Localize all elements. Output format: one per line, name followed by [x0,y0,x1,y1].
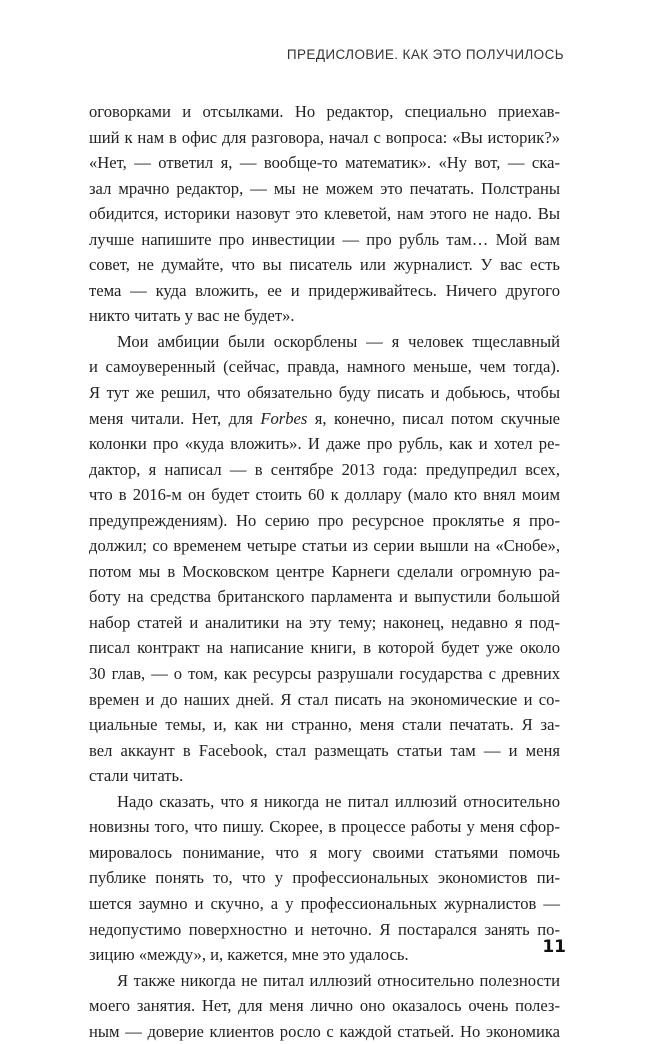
text-line: тема — куда вложить, ее и придерживайтесь. Ничего другого [89,280,560,300]
text-line: 30 глав, — о том, как ресурсы разрушали государства с древних [89,664,560,684]
text-line: Я тут же решил, что обязательно буду писать и добьюсь, чтобы [89,383,560,403]
text-line: Мои амбиции были оскорблены — я человек тщеславный [117,331,560,351]
text-line: мировалось понимание, что я могу своими статьями помочь [89,842,560,862]
text-line: что в 2016-м он будет стоить 60 к доллару (мало кто внял моим [89,485,560,505]
text-line: публике понять то, что у профессиональных экономистов пи- [89,868,560,888]
text-line: потом мы в Московском центре Карнеги сделали огромную ра- [89,561,560,581]
text-line: писал контракт на написание книги, в которой будет уже около [89,638,560,658]
text-line: никто читать у вас не будет». [89,306,295,326]
page-number: 11 [542,937,566,957]
text-line: стали читать. [89,766,184,786]
text-line: меня читали. Нет, для Forbes я, конечно, писал потом скучные [89,408,560,428]
text-line: зицию «между», и, кажется, мне это удалось. [89,945,409,965]
text-line: оговорками и отсылками. Но редактор, специально приехав- [89,102,560,121]
text-line: циальные темы, и, как ни странно, меня стали печатать. Я за- [89,715,560,735]
text-line: зал мрачно редактор, — мы не можем это печатать. Полстраны [89,178,560,198]
publication-title: Forbes [260,408,308,428]
text-line: боту на средства британского парламента и выпустили большой [89,587,560,607]
text-line: вел аккаунт в Facebook, стал размещать статьи там — и меня [89,740,560,760]
text-line: и самоуверенный (сейчас, правда, намного меньше, чем тогда). [89,357,560,377]
text-line: недопустимо поверхностно и неточно. Я постарался занять по- [89,919,560,939]
body-text [89,99,560,1044]
text-line: моего занятия. Нет, для меня лично оно оказалось очень полез- [89,996,560,1016]
text-line: Надо сказать, что я никогда не питал иллюзий относительно [117,791,560,811]
text-line: дактор, я написал — в сентябре 2013 года: предупредил всех, [89,459,560,479]
running-head: ПРЕДИСЛОВИЕ. КАК ЭТО ПОЛУЧИЛОСЬ [286,47,564,62]
text-line: шется заумно и скучно, а у профессиональных журналистов — [89,893,560,913]
text-line: лучше напишите про инвестиции — про рубль там… Мой вам [89,229,560,249]
text-line: предупреждениям). Но серию про ресурсное проклятье я про- [89,510,560,530]
text-line: обидится, историки назовут это клеветой, нам этого не надо. Вы [89,204,560,224]
text-line: «Нет, — ответил я, — вообще-то математик». «Ну вот, — ска- [89,153,560,173]
text-line: совет, не думайте, что вы писатель или журналист. У вас есть [89,255,560,275]
text-line: должил; со временем четыре статьи из серии вышли на «Снобе», [89,536,560,556]
text-line: новизны того, что пишу. Скорее, в процессе работы у меня сфор- [89,817,560,837]
text-line: колонки про «куда вложить». И даже про рубль, как и хотел ре- [89,434,560,454]
text-line: ший к нам в офис для разговора, начал с вопроса: «Вы историк?» [89,127,560,147]
text-line: набор статей и аналитики на эту тему; наконец, недавно я под- [89,612,560,632]
text-line: ным — доверие клиентов росло с каждой статьей. Но экономика [89,1021,560,1041]
text-line: Я также никогда не питал иллюзий относительно полезности [117,970,560,990]
text-line: времен и до наших дней. Я стал писать на экономические и со- [89,689,560,709]
